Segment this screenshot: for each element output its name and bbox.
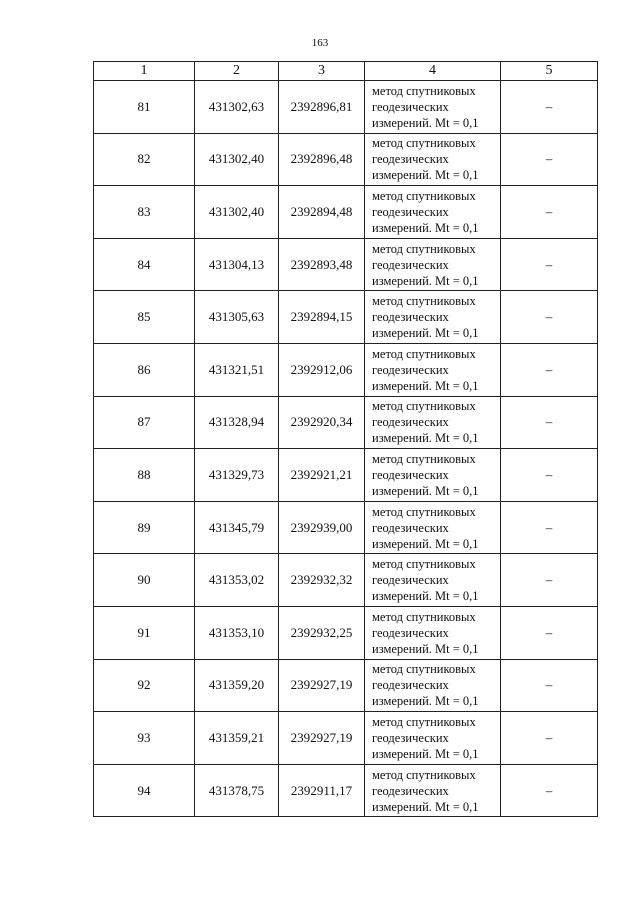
y-coordinate-cell: 2392894,15 bbox=[279, 291, 365, 344]
coordinates-table bbox=[93, 61, 598, 817]
y-coordinate-cell: 2392939,00 bbox=[279, 501, 365, 554]
method-line: геодезических bbox=[372, 152, 449, 167]
x-coordinate-cell: 431378,75 bbox=[195, 764, 279, 817]
column-header-2: 2 bbox=[195, 62, 279, 81]
note-cell: – bbox=[501, 186, 598, 239]
table-row bbox=[94, 133, 598, 186]
method-line: измерений. Mt = 0,1 bbox=[372, 220, 479, 235]
method-line: геодезических bbox=[372, 520, 449, 535]
table-row bbox=[94, 606, 598, 659]
table-row bbox=[94, 186, 598, 239]
method-line: геодезических bbox=[372, 573, 449, 588]
x-coordinate-cell: 431302,63 bbox=[195, 81, 279, 134]
x-coordinate-cell: 431359,20 bbox=[195, 659, 279, 712]
note-cell: – bbox=[501, 291, 598, 344]
method-line: метод спутниковых bbox=[372, 346, 476, 361]
method-line: метод спутниковых bbox=[372, 136, 476, 151]
method-cell bbox=[365, 81, 501, 134]
table-row bbox=[94, 396, 598, 449]
note-cell: – bbox=[501, 606, 598, 659]
x-coordinate-cell: 431304,13 bbox=[195, 238, 279, 291]
y-coordinate-cell: 2392927,19 bbox=[279, 659, 365, 712]
method-line: геодезических bbox=[372, 99, 449, 114]
method-line: измерений. Mt = 0,1 bbox=[372, 168, 479, 183]
note-cell: – bbox=[501, 81, 598, 134]
method-line: геодезических bbox=[372, 362, 449, 377]
method-line: измерений. Mt = 0,1 bbox=[372, 694, 479, 709]
note-cell: – bbox=[501, 659, 598, 712]
table-row bbox=[94, 449, 598, 502]
method-line: метод спутниковых bbox=[372, 241, 476, 256]
method-line: геодезических bbox=[372, 467, 449, 482]
method-line: измерений. Mt = 0,1 bbox=[372, 378, 479, 393]
method-line: метод спутниковых bbox=[372, 609, 476, 624]
point-number-cell: 84 bbox=[94, 238, 195, 291]
table-row bbox=[94, 343, 598, 396]
note-cell: – bbox=[501, 343, 598, 396]
method-line: метод спутниковых bbox=[372, 767, 476, 782]
method-line: измерений. Mt = 0,1 bbox=[372, 589, 479, 604]
method-line: метод спутниковых bbox=[372, 399, 476, 414]
point-number-cell: 87 bbox=[94, 396, 195, 449]
method-line: метод спутниковых bbox=[372, 451, 476, 466]
method-cell bbox=[365, 291, 501, 344]
x-coordinate-cell: 431329,73 bbox=[195, 449, 279, 502]
x-coordinate-cell: 431353,02 bbox=[195, 554, 279, 607]
method-line: измерений. Mt = 0,1 bbox=[372, 273, 479, 288]
point-number-cell: 89 bbox=[94, 501, 195, 554]
method-cell bbox=[365, 449, 501, 502]
x-coordinate-cell: 431328,94 bbox=[195, 396, 279, 449]
method-line: геодезических bbox=[372, 678, 449, 693]
method-cell bbox=[365, 343, 501, 396]
method-line: метод спутниковых bbox=[372, 557, 476, 572]
method-line: геодезических bbox=[372, 730, 449, 745]
method-line: измерений. Mt = 0,1 bbox=[372, 799, 479, 814]
table-header-row bbox=[94, 62, 598, 81]
table-row bbox=[94, 238, 598, 291]
table-row bbox=[94, 291, 598, 344]
table-row bbox=[94, 764, 598, 817]
column-header-4: 4 bbox=[365, 62, 501, 81]
method-cell bbox=[365, 554, 501, 607]
point-number-cell: 83 bbox=[94, 186, 195, 239]
note-cell: – bbox=[501, 396, 598, 449]
method-line: геодезических bbox=[372, 257, 449, 272]
method-line: измерений. Mt = 0,1 bbox=[372, 431, 479, 446]
table-row bbox=[94, 501, 598, 554]
note-cell: – bbox=[501, 501, 598, 554]
y-coordinate-cell: 2392932,25 bbox=[279, 606, 365, 659]
column-header-5: 5 bbox=[501, 62, 598, 81]
y-coordinate-cell: 2392920,34 bbox=[279, 396, 365, 449]
point-number-cell: 81 bbox=[94, 81, 195, 134]
method-line: геодезических bbox=[372, 415, 449, 430]
point-number-cell: 94 bbox=[94, 764, 195, 817]
x-coordinate-cell: 431305,63 bbox=[195, 291, 279, 344]
method-line: геодезических bbox=[372, 204, 449, 219]
method-line: измерений. Mt = 0,1 bbox=[372, 115, 479, 130]
y-coordinate-cell: 2392932,32 bbox=[279, 554, 365, 607]
x-coordinate-cell: 431345,79 bbox=[195, 501, 279, 554]
method-line: метод спутниковых bbox=[372, 83, 476, 98]
method-cell bbox=[365, 186, 501, 239]
x-coordinate-cell: 431302,40 bbox=[195, 186, 279, 239]
method-cell bbox=[365, 764, 501, 817]
method-line: измерений. Mt = 0,1 bbox=[372, 641, 479, 656]
method-line: измерений. Mt = 0,1 bbox=[372, 746, 479, 761]
method-line: геодезических bbox=[372, 625, 449, 640]
method-line: метод спутниковых bbox=[372, 662, 476, 677]
note-cell: – bbox=[501, 764, 598, 817]
y-coordinate-cell: 2392896,48 bbox=[279, 133, 365, 186]
y-coordinate-cell: 2392893,48 bbox=[279, 238, 365, 291]
x-coordinate-cell: 431353,10 bbox=[195, 606, 279, 659]
point-number-cell: 88 bbox=[94, 449, 195, 502]
point-number-cell: 92 bbox=[94, 659, 195, 712]
method-line: геодезических bbox=[372, 310, 449, 325]
point-number-cell: 91 bbox=[94, 606, 195, 659]
note-cell: – bbox=[501, 238, 598, 291]
method-cell bbox=[365, 659, 501, 712]
y-coordinate-cell: 2392896,81 bbox=[279, 81, 365, 134]
method-cell bbox=[365, 501, 501, 554]
method-line: метод спутниковых bbox=[372, 188, 476, 203]
point-number-cell: 85 bbox=[94, 291, 195, 344]
y-coordinate-cell: 2392894,48 bbox=[279, 186, 365, 239]
table-row bbox=[94, 81, 598, 134]
method-line: метод спутниковых bbox=[372, 294, 476, 309]
table-row bbox=[94, 554, 598, 607]
table-row bbox=[94, 659, 598, 712]
method-cell bbox=[365, 712, 501, 765]
column-header-3: 3 bbox=[279, 62, 365, 81]
x-coordinate-cell: 431321,51 bbox=[195, 343, 279, 396]
method-line: геодезических bbox=[372, 783, 449, 798]
table-body bbox=[94, 81, 598, 817]
method-line: измерений. Mt = 0,1 bbox=[372, 536, 479, 551]
method-line: измерений. Mt = 0,1 bbox=[372, 326, 479, 341]
method-line: метод спутниковых bbox=[372, 504, 476, 519]
note-cell: – bbox=[501, 449, 598, 502]
y-coordinate-cell: 2392911,17 bbox=[279, 764, 365, 817]
method-cell bbox=[365, 396, 501, 449]
y-coordinate-cell: 2392921,21 bbox=[279, 449, 365, 502]
point-number-cell: 86 bbox=[94, 343, 195, 396]
method-cell bbox=[365, 133, 501, 186]
table-row bbox=[94, 712, 598, 765]
method-line: измерений. Mt = 0,1 bbox=[372, 483, 479, 498]
x-coordinate-cell: 431359,21 bbox=[195, 712, 279, 765]
method-cell bbox=[365, 606, 501, 659]
y-coordinate-cell: 2392927,19 bbox=[279, 712, 365, 765]
point-number-cell: 93 bbox=[94, 712, 195, 765]
note-cell: – bbox=[501, 712, 598, 765]
x-coordinate-cell: 431302,40 bbox=[195, 133, 279, 186]
method-cell bbox=[365, 238, 501, 291]
column-header-1: 1 bbox=[94, 62, 195, 81]
y-coordinate-cell: 2392912,06 bbox=[279, 343, 365, 396]
method-line: метод спутниковых bbox=[372, 714, 476, 729]
point-number-cell: 82 bbox=[94, 133, 195, 186]
note-cell: – bbox=[501, 554, 598, 607]
point-number-cell: 90 bbox=[94, 554, 195, 607]
page-number: 163 bbox=[311, 37, 329, 49]
note-cell: – bbox=[501, 133, 598, 186]
